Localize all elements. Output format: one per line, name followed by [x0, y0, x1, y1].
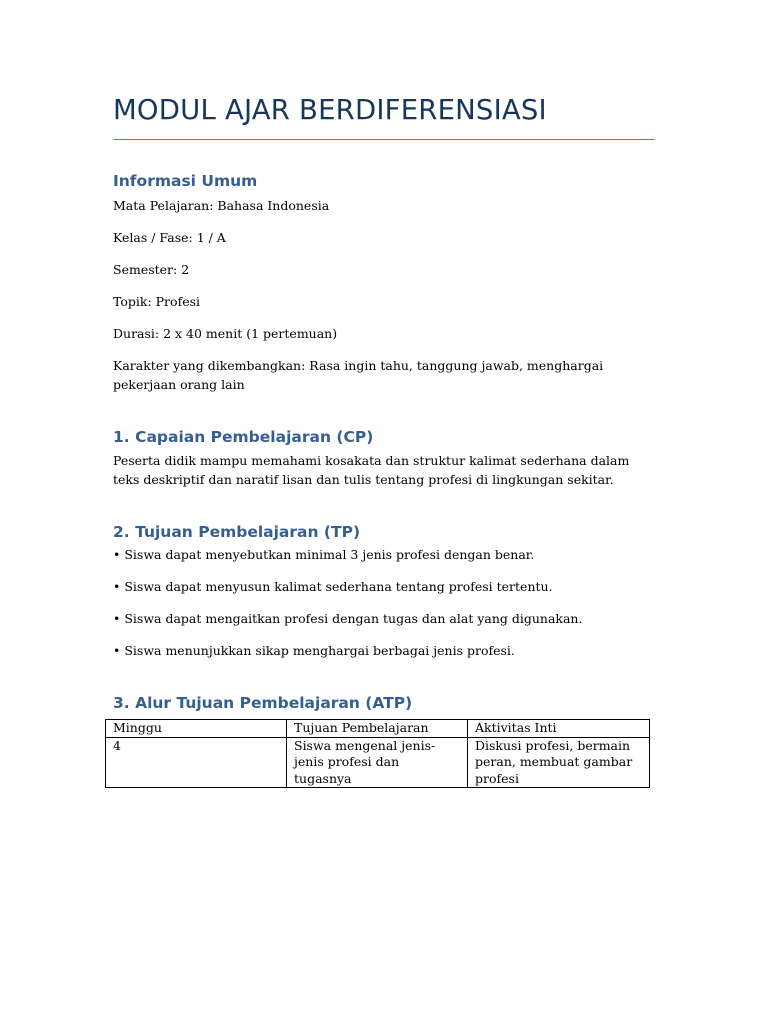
info-line-class: Kelas / Fase: 1 / A — [113, 230, 226, 245]
cp-text: Peserta didik mampu memahami kosakata dan struktur kalimat sederhana dalam teks deskriptif dan naratif lisan dan tulis tentang profesi di lingkungan sekitar. — [113, 453, 630, 487]
tp-item: • Siswa menunjukkan sikap menghargai berbagai jenis profesi. — [113, 643, 515, 658]
cp-heading: 1. Capaian Pembelajaran (CP) — [113, 428, 374, 446]
info-line-topic: Topik: Profesi — [113, 294, 200, 309]
info-line-duration: Durasi: 2 x 40 menit (1 pertemuan) — [113, 326, 338, 341]
tp-item: • Siswa dapat menyebutkan minimal 3 jenis profesi dengan benar. — [113, 547, 535, 562]
cell-minggu: 4 — [106, 737, 287, 788]
cell-tujuan: Siswa mengenal jenis-jenis profesi dan tugasnya — [287, 737, 468, 788]
header-cell-tujuan: Tujuan Pembelajaran — [287, 720, 468, 738]
header-cell-aktivitas: Aktivitas Inti — [468, 720, 650, 738]
table-row — [106, 737, 650, 788]
document-title: MODUL AJAR BERDIFERENSIASI — [113, 94, 547, 126]
cell-aktivitas: Diskusi profesi, bermain peran, membuat gambar profesi — [468, 737, 650, 788]
info-heading: Informasi Umum — [113, 172, 258, 190]
title-underline — [113, 139, 655, 140]
info-line-semester: Semester: 2 — [113, 262, 190, 277]
atp-table — [105, 719, 650, 788]
atp-heading: 3. Alur Tujuan Pembelajaran (ATP) — [113, 694, 413, 712]
table-header-row — [106, 720, 650, 738]
tp-item: • Siswa dapat menyusun kalimat sederhana tentang profesi tertentu. — [113, 579, 553, 594]
tp-heading: 2. Tujuan Pembelajaran (TP) — [113, 523, 361, 541]
header-cell-minggu: Minggu — [106, 720, 287, 738]
info-line-subject: Mata Pelajaran: Bahasa Indonesia — [113, 198, 330, 213]
tp-item: • Siswa dapat mengaitkan profesi dengan tugas dan alat yang digunakan. — [113, 611, 583, 626]
info-karakter: Karakter yang dikembangkan: Rasa ingin tahu, tanggung jawab, menghargai pekerjaan orang lain — [113, 358, 604, 392]
